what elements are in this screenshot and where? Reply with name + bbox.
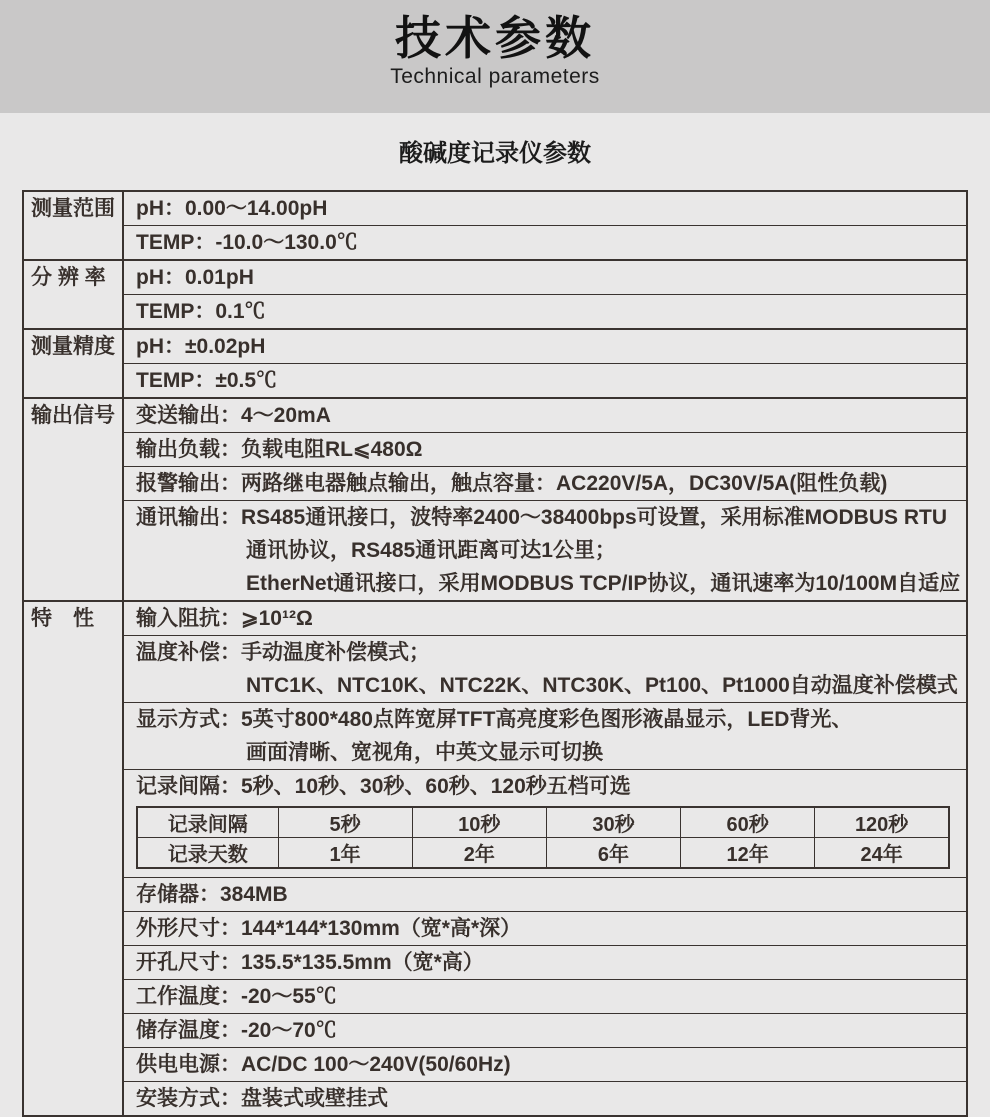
record-cell: 12年 <box>681 838 815 869</box>
spec-row <box>23 467 967 501</box>
spec-row <box>23 912 967 946</box>
record-cell: 记录间隔 <box>137 807 278 838</box>
spec-value-cell <box>123 364 967 399</box>
section-title: 酸碱度记录仪参数 <box>399 140 591 167</box>
page-subtitle: Technical parameters <box>390 65 600 88</box>
spec-value-cell <box>123 1014 967 1048</box>
spec-row <box>23 398 967 433</box>
spec-line: 输出负载：负载电阻RL⩽480Ω <box>136 438 423 461</box>
spec-value-cell <box>123 912 967 946</box>
record-cell: 1年 <box>278 838 412 869</box>
spec-row <box>23 946 967 980</box>
spec-line: TEMP：0.1℃ <box>136 300 266 323</box>
spec-row <box>23 1014 967 1048</box>
spec-line: pH：0.00～14.00pH <box>136 197 328 220</box>
spec-value-cell <box>123 980 967 1014</box>
spec-value-cell <box>123 329 967 364</box>
spec-value-cell <box>123 191 967 226</box>
spec-line: 工作温度：-20～55℃ <box>136 985 337 1008</box>
record-cell: 60秒 <box>681 807 815 838</box>
spec-row <box>23 364 967 399</box>
record-cell: 120秒 <box>815 807 949 838</box>
spec-value-cell <box>123 703 967 770</box>
spec-line: 通讯协议，RS485通讯距离可达1公里； <box>246 539 616 562</box>
spec-line: 安装方式：盘装式或壁挂式 <box>136 1087 388 1110</box>
group-label-output-signal: 输出信号 <box>23 398 123 601</box>
spec-row <box>23 770 967 878</box>
page-title: 技术参数 <box>395 12 595 64</box>
spec-row <box>23 433 967 467</box>
spec-value-cell <box>123 636 967 703</box>
spec-line: 输入阻抗：⩾10¹²Ω <box>136 607 313 630</box>
group-label-accuracy: 测量精度 <box>23 329 123 398</box>
spec-line: 储存温度：-20～70℃ <box>136 1019 337 1042</box>
spec-value-cell <box>123 601 967 636</box>
record-cell: 30秒 <box>546 807 680 838</box>
record-cell: 10秒 <box>412 807 546 838</box>
spec-line: NTC1K、NTC10K、NTC22K、NTC30K、Pt100、Pt1000自动温度补偿模式 <box>246 674 958 697</box>
spec-row <box>23 295 967 330</box>
spec-row <box>23 636 967 703</box>
spec-row <box>23 1082 967 1117</box>
spec-row <box>23 191 967 226</box>
spec-value-cell <box>123 226 967 261</box>
spec-value-cell <box>123 398 967 433</box>
spec-line: 存储器：384MB <box>136 883 288 906</box>
spec-line: EtherNet通讯接口，采用MODBUS TCP/IP协议，通讯速率为10/100M自适应 <box>246 572 961 595</box>
spec-value-cell <box>123 433 967 467</box>
spec-value-cell <box>123 878 967 912</box>
spec-line: 画面清晰、宽视角，中英文显示可切换 <box>246 741 603 764</box>
spec-value-cell <box>123 260 967 295</box>
record-cell: 5秒 <box>278 807 412 838</box>
spec-row <box>23 980 967 1014</box>
banner <box>0 0 990 113</box>
spec-row <box>23 601 967 636</box>
spec-line: 供电电源：AC/DC 100～240V(50/60Hz) <box>136 1053 511 1076</box>
record-cell: 2年 <box>412 838 546 869</box>
spec-table <box>22 190 968 1117</box>
spec-line: 开孔尺寸：135.5*135.5mm（宽*高） <box>136 951 484 974</box>
spec-row <box>23 703 967 770</box>
spec-line: TEMP：±0.5℃ <box>136 369 278 392</box>
record-table-row <box>137 807 949 838</box>
spec-value-cell <box>123 770 967 878</box>
record-cell: 6年 <box>546 838 680 869</box>
spec-row <box>23 226 967 261</box>
spec-line: 显示方式：5英寸800*480点阵宽屏TFT高亮度彩色图形液晶显示，LED背光、 <box>136 708 853 731</box>
group-label-measure-range: 测量范围 <box>23 191 123 260</box>
spec-row <box>23 878 967 912</box>
record-table-row <box>137 838 949 869</box>
spec-line: TEMP：-10.0～130.0℃ <box>136 231 358 254</box>
spec-value-cell <box>123 501 967 602</box>
spec-value-cell <box>123 1048 967 1082</box>
spec-value-cell <box>123 295 967 330</box>
spec-line: pH：±0.02pH <box>136 335 266 358</box>
spec-line: 报警输出：两路继电器触点输出，触点容量：AC220V/5A，DC30V/5A(阻性负载) <box>136 472 888 495</box>
record-interval-table <box>136 806 950 869</box>
spec-line: 温度补偿：手动温度补偿模式； <box>136 641 430 664</box>
spec-line: 通讯输出：RS485通讯接口，波特率2400～38400bps可设置，采用标准MODBUS RTU <box>136 506 947 529</box>
spec-line: 记录间隔：5秒、10秒、30秒、60秒、120秒五档可选 <box>136 775 631 798</box>
spec-line: 变送输出：4～20mA <box>136 404 331 427</box>
group-label-features: 特 性 <box>23 601 123 1116</box>
spec-row <box>23 1048 967 1082</box>
spec-row <box>23 260 967 295</box>
spec-row <box>23 501 967 602</box>
spec-value-cell <box>123 1082 967 1117</box>
record-cell: 记录天数 <box>137 838 278 869</box>
spec-line: pH：0.01pH <box>136 266 254 289</box>
record-cell: 24年 <box>815 838 949 869</box>
spec-line: 外形尺寸：144*144*130mm（宽*高*深） <box>136 917 522 940</box>
spec-value-cell <box>123 467 967 501</box>
spec-row <box>23 329 967 364</box>
spec-value-cell <box>123 946 967 980</box>
group-label-resolution: 分 辨 率 <box>23 260 123 329</box>
